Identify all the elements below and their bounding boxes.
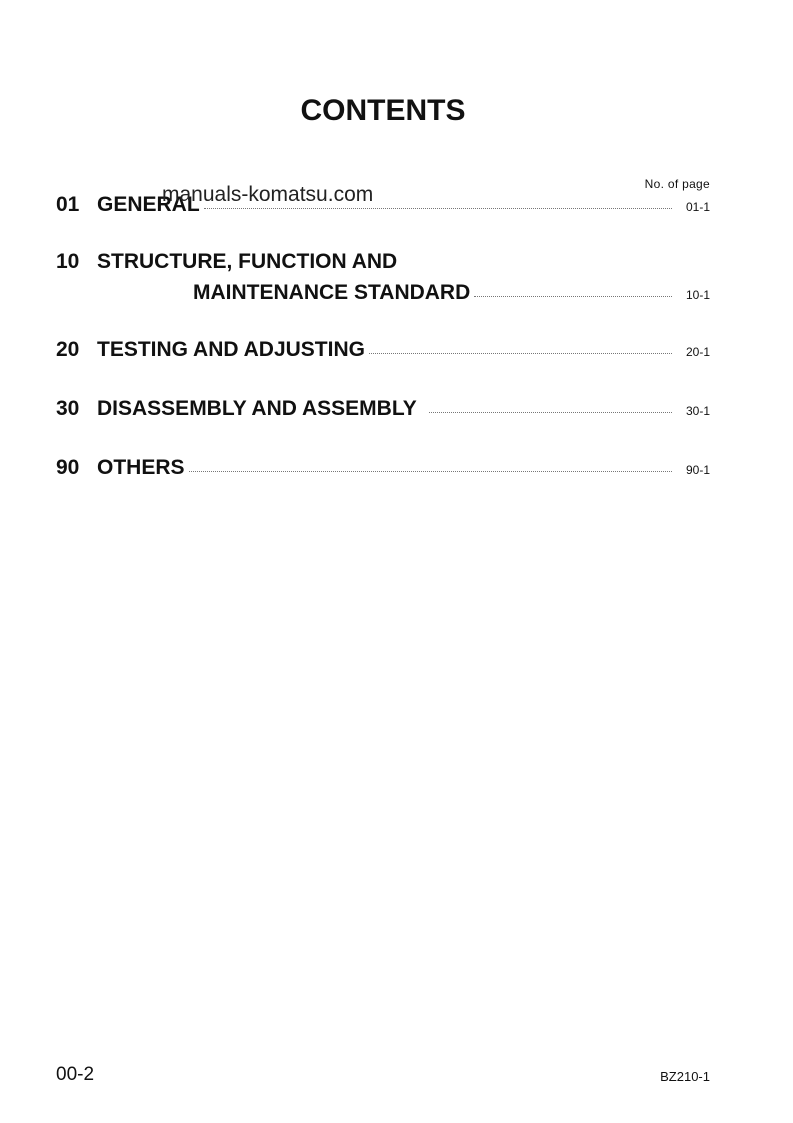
page-column-header: No. of page xyxy=(644,177,710,191)
page-ref: 90-1 xyxy=(685,463,710,477)
toc-entry-others[interactable] xyxy=(56,456,710,480)
page-title: CONTENTS xyxy=(300,94,466,127)
section-title: GENERAL xyxy=(97,193,200,216)
dot-leader xyxy=(429,412,672,413)
page-ref: 01-1 xyxy=(685,200,710,214)
page-ref: 20-1 xyxy=(685,345,710,359)
section-number: 10 xyxy=(56,250,80,273)
dot-leader xyxy=(474,296,672,297)
toc-entry-general[interactable] xyxy=(56,193,710,217)
page-ref: 30-1 xyxy=(685,404,710,418)
section-title: DISASSEMBLY AND ASSEMBLY xyxy=(97,397,417,420)
section-title: TESTING AND ADJUSTING xyxy=(97,338,365,361)
section-number: 30 xyxy=(56,397,80,420)
footer-model: BZ210-1 xyxy=(660,1069,710,1084)
section-number: 90 xyxy=(56,456,80,479)
toc-entry-disassembly[interactable] xyxy=(56,397,710,421)
toc-entry-structure[interactable] xyxy=(56,250,710,305)
footer-page-number: 00-2 xyxy=(56,1064,95,1085)
section-number: 01 xyxy=(56,193,80,216)
dot-leader xyxy=(189,471,672,472)
toc-entry-testing[interactable] xyxy=(56,338,710,362)
section-title-line2: MAINTENANCE STANDARD xyxy=(193,281,471,304)
page-ref: 10-1 xyxy=(685,288,710,302)
section-title-line1: STRUCTURE, FUNCTION AND xyxy=(97,250,398,273)
watermark: manuals-komatsu.com xyxy=(162,183,374,206)
dot-leader xyxy=(369,353,672,354)
section-title: OTHERS xyxy=(97,456,185,479)
section-number: 20 xyxy=(56,338,80,361)
dot-leader xyxy=(204,208,672,209)
